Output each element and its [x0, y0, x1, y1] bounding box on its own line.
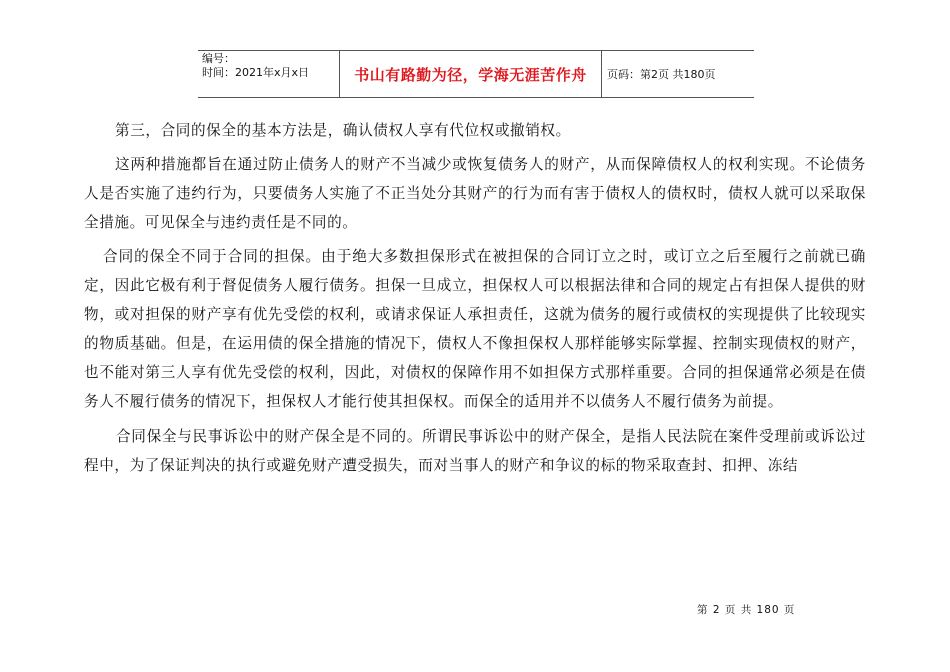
document-body — [84, 116, 866, 480]
paragraph-4: 合同保全与民事诉讼中的财产保全是不同的。所谓民事诉讼中的财产保全，是指人民法院在案件受理前或诉讼过程中，为了保证判决的执行或避免财产遭受损失，而对当事人的财产和争议的标的物采取查封、扣押、冻结 — [84, 428, 866, 474]
header-motto-cell — [340, 51, 602, 97]
header-page-cell — [602, 51, 754, 97]
header-page-code: 页码：第2页 共180页 — [607, 68, 716, 81]
header-motto: 书山有路勤为径，学海无涯苦作舟 — [354, 65, 587, 84]
document-number-label: 编号： — [202, 52, 235, 65]
footer-page-number: 第 2 页 共 180 页 — [697, 604, 796, 616]
header-meta-cell — [198, 51, 340, 97]
document-time-label: 时间：2021年x月x日 — [202, 66, 310, 79]
page-header — [198, 50, 754, 98]
page-footer — [697, 602, 795, 617]
paragraph-3: 合同的保全不同于合同的担保。由于绝大多数担保形式在被担保的合同订立之时，或订立之后至履行之前就已确定，因此它极有利于督促债务人履行债务。担保一旦成立，担保权人可以根据法律和合同的规定占有担保人提供的财物，或对担保的财产享有优先受偿的权利，或请求保证人承担责任，这就为债务的履行或债权的实现提供了比较现实的物质基础。但是，在运用债的保全措施的情况下，债权人不像担保权人那样能够实际掌握、控制实现债权的财产，也不能对第三人享有优先受偿的权利，因此，对债权的保障作用不如担保方式那样重要。合同的担保通常必须是在债务人不履行债务的情况下，担保权人才能行使其担保权。而保全的适用并不以债务人不履行债务为前提。 — [84, 248, 866, 410]
paragraph-2: 这两种措施都旨在通过防止债务人的财产不当减少或恢复债务人的财产，从而保障债权人的权利实现。不论债务人是否实施了违约行为，只要债务人实施了不正当处分其财产的行为而有害于债权人的债权时，债权人就可以采取保全措施。可见保全与违约责任是不同的。 — [84, 156, 866, 231]
paragraph-1: 第三，合同的保全的基本方法是，确认债权人享有代位权或撤销权。 — [115, 122, 571, 139]
